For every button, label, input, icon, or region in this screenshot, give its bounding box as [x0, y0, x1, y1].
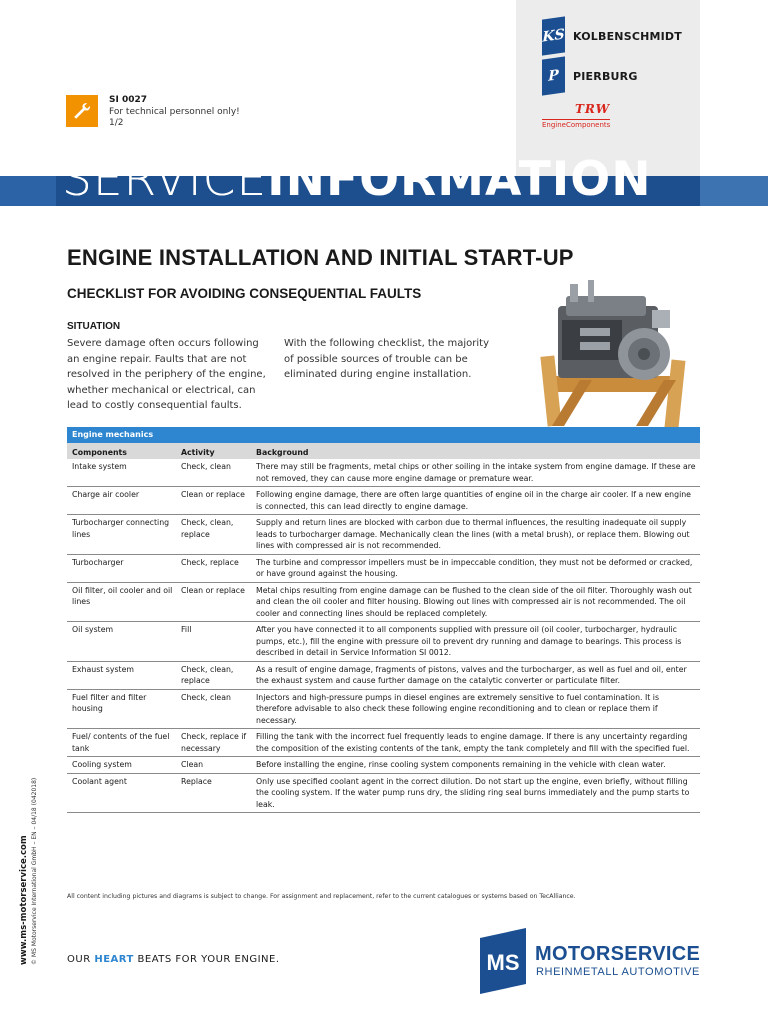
- cell-activity: Check, clean, replace: [181, 518, 234, 539]
- wrench-icon: [66, 95, 98, 127]
- cell-background: As a result of engine damage, fragments of pistons, valves and the turbocharger, as well as fuel and oil, enter the exhaust system and cause further damage on the catalytic converter or particulate filter.: [256, 664, 687, 685]
- motorservice-logo-text: MS: [486, 950, 520, 975]
- cell-activity: Clean: [181, 760, 204, 769]
- page-subtitle: CHECKLIST FOR AVOIDING CONSEQUENTIAL FAULTS: [67, 286, 422, 301]
- cell-background: Before installing the engine, rinse cooling system components remaining in the vehicle with clean water.: [256, 760, 666, 769]
- cell-background: The turbine and compressor impellers must be in impeccable condition, they must not be deformed or cracked, or have ground against the housing.: [256, 557, 693, 578]
- table-row: [67, 459, 700, 487]
- table-section-header: Engine mechanics: [67, 427, 700, 443]
- table-row: [67, 583, 700, 623]
- banner-light-text: SERVICE: [62, 152, 268, 207]
- page-title: ENGINE INSTALLATION AND INITIAL START-UP: [67, 245, 574, 270]
- banner-bold-text: INFORMATION: [267, 152, 652, 207]
- table-row: [67, 515, 700, 555]
- header-activity: Activity: [181, 448, 215, 457]
- engine-mechanics-table: [67, 427, 700, 813]
- si-audience: For technical personnel only!: [109, 106, 240, 117]
- slogan-post: BEATS FOR YOUR ENGINE.: [133, 954, 280, 965]
- cell-component: Intake system: [72, 462, 127, 471]
- cell-background: After you have connected it to all components supplied with pressure oil (oil cooler, turbocharger, hydraulic pumps, etc.), fill the engine with pressure oil to prevent dry running and damage to bearings. This process is described in detail in Service Information SI 0012.: [256, 625, 682, 657]
- pierburg-icon: P: [542, 56, 565, 95]
- cell-activity: Check, replace if necessary: [181, 732, 247, 753]
- cell-component: Cooling system: [72, 760, 132, 769]
- table-row: [67, 729, 700, 757]
- situation-text: Severe damage often occurs following an engine repair. Faults that are not resolved in the periphery of the engine, whether mechanical or electrical, can lead to costly consequential faults.: [67, 338, 266, 411]
- table-row: [67, 690, 700, 730]
- cell-component: Coolant agent: [72, 776, 127, 786]
- cell-component: Turbocharger: [72, 557, 124, 567]
- motorservice-subline: RHEINMETALL AUTOMOTIVE: [536, 966, 700, 978]
- cell-activity: Replace: [181, 776, 212, 786]
- kolbenschmidt-name: KOLBENSCHMIDT: [573, 29, 682, 43]
- cell-background: Metal chips resulting from engine damage can be flushed to the clean side of the oil filter. Thoroughly wash out and clean the oil cooler and filter housing. Blowing out lines with compressed air is not recommended. The oil cooler and connecting lines should be replaced completely.: [256, 585, 692, 618]
- cell-activity: Check, replace: [181, 557, 239, 567]
- brand-panel: [516, 0, 700, 176]
- motorservice-logo-icon: [480, 928, 526, 994]
- cell-background: Only use specified coolant agent in the correct dilution. Do not start up the engine, even briefly, without filling the cooling system. If the water pump runs dry, the sliding ring seal burns immediately and the pump starts to leak.: [256, 776, 690, 809]
- header-components: Components: [72, 448, 127, 457]
- pierburg-name: PIERBURG: [573, 69, 638, 83]
- table-row: [67, 774, 700, 814]
- trw-logo: [542, 102, 652, 129]
- trw-subline: EngineComponents: [542, 121, 611, 129]
- cell-component: Oil system: [72, 625, 114, 634]
- table-row: [67, 757, 700, 774]
- header-background: Background: [256, 448, 309, 457]
- cell-activity: Clean or replace: [181, 585, 245, 595]
- copyright-text: © MS Motorservice International GmbH – EN – 04/18 (042018): [31, 777, 38, 965]
- engine-image: [540, 276, 690, 436]
- si-page: 1/2: [109, 118, 124, 128]
- slogan-accent: HEART: [94, 954, 134, 965]
- cell-activity: Check, clean, replace: [181, 664, 234, 685]
- disclaimer-text: All content including pictures and diagrams is subject to change. For assignment and replacement, refer to the current catalogues or systems based on TecAlliance.: [67, 893, 576, 900]
- table-row: [67, 662, 700, 690]
- cell-background: Filling the tank with the incorrect fuel frequently leads to engine damage. If there is any uncertainty regarding the composition of the existing contents of the tank, empty the tank completely and fill with the specified fuel.: [256, 732, 690, 753]
- website-url[interactable]: www.ms-motorservice.com: [19, 835, 29, 965]
- cell-activity: Check, clean: [181, 462, 231, 471]
- slogan: [67, 954, 280, 965]
- kolbenschmidt-icon: KS: [542, 16, 565, 55]
- checklist-intro-text: With the following checklist, the majority of possible sources of trouble can be eliminated during engine installation.: [284, 338, 490, 380]
- cell-component: Charge air cooler: [72, 490, 140, 499]
- cell-activity: Check, clean: [181, 692, 231, 702]
- service-information-title: [62, 152, 652, 208]
- band-right-accent: [700, 176, 768, 206]
- cell-component: Fuel/ contents of the fuel tank: [72, 732, 170, 753]
- table-row: [67, 555, 700, 583]
- slogan-pre: OUR: [67, 954, 95, 965]
- trw-wordmark: TRW: [575, 102, 611, 116]
- cell-activity: Fill: [181, 625, 192, 634]
- table-header-row: [67, 443, 700, 459]
- cell-component: Turbocharger connecting lines: [72, 518, 170, 539]
- table-row: [67, 487, 700, 515]
- cell-component: Exhaust system: [72, 664, 134, 674]
- table-body: [67, 459, 700, 813]
- motorservice-name: MOTORSERVICE: [535, 943, 701, 965]
- cell-background: There may still be fragments, metal chips or other soiling in the intake system from engine damage. If these are not removed, they can cause more engine damage or premature wear.: [256, 462, 696, 483]
- pierburg-logo: [542, 58, 638, 94]
- cell-component: Oil filter, oil cooler and oil lines: [72, 585, 173, 606]
- cell-background: Supply and return lines are blocked with carbon due to thermal influences, the resulting inadequate oil supply leads to turbocharger damage. Mechanically clean the lines (with a metal brush), or replace them. Blowing out lines with compressed air is not recommended.: [256, 518, 690, 550]
- cell-background: Following engine damage, there are often large quantities of engine oil in the charge air cooler. If a new engine is connected, this can lead directly to engine damage.: [256, 490, 691, 511]
- service-info-meta: [109, 95, 240, 130]
- table-row: [67, 622, 700, 662]
- kolbenschmidt-logo: [542, 18, 682, 54]
- cell-background: Injectors and high-pressure pumps in diesel engines are extremely sensitive to fuel contamination. It is therefore advisable to also check these following engine reconditioning and to clean or replace them if necessary.: [256, 692, 660, 725]
- band-left-accent: [0, 176, 56, 206]
- cell-component: Fuel filter and filter housing: [72, 692, 147, 713]
- cell-activity: Clean or replace: [181, 490, 245, 499]
- situation-heading: SITUATION: [67, 321, 121, 332]
- si-number: SI 0027: [109, 95, 148, 105]
